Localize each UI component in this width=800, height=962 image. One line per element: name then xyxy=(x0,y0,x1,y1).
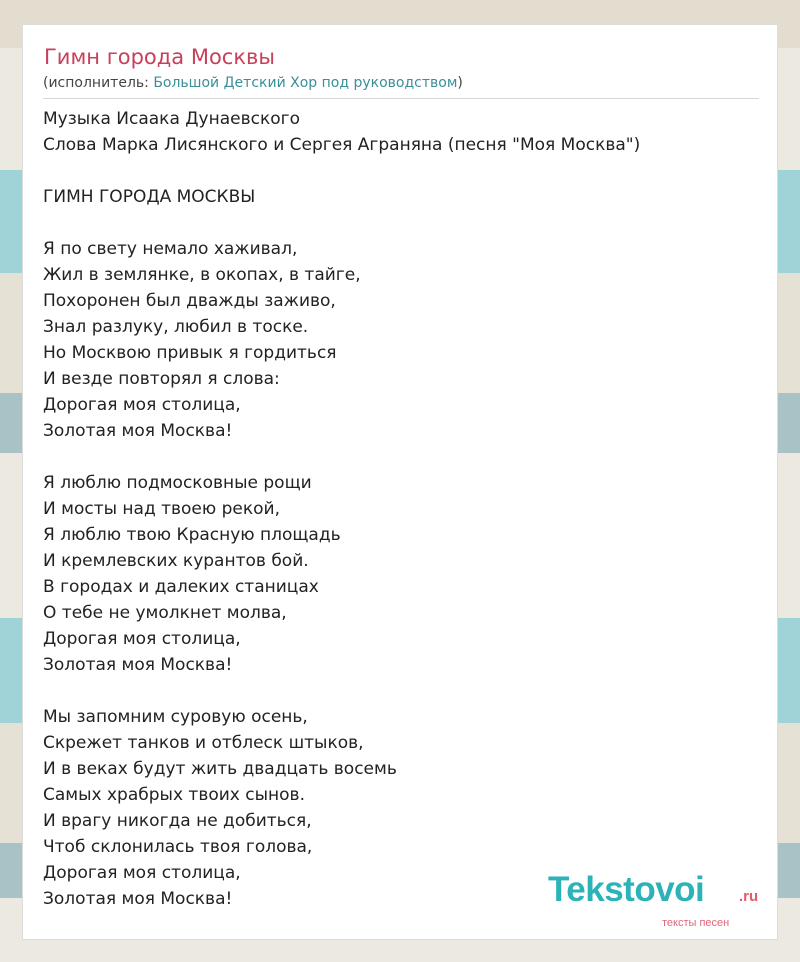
header-divider xyxy=(43,98,759,99)
lyrics-card xyxy=(22,24,778,940)
performer-line xyxy=(43,75,463,91)
performer-suffix: ) xyxy=(457,75,463,91)
watermark-brand: Tekstovoi xyxy=(548,870,705,909)
performer-link[interactable]: Большой Детский Хор под руководством xyxy=(153,75,458,91)
performer-prefix: (исполнитель: xyxy=(43,75,154,91)
song-title: Гимн города Москвы xyxy=(44,45,275,69)
watermark-domain: .ru xyxy=(739,888,759,905)
tekstovoi-watermark xyxy=(546,868,778,940)
watermark-tagline: тексты песен xyxy=(662,917,730,929)
lyrics-text: Музыка Исаака Дунаевского Слова Марка Лисянского и Сергея Агранянa (песня "Моя Москва") ГИМН ГОРОДА МОСКВЫ Я по свету немало хаживал, Жил в землянке, в окопах, в тайге, Похоронен был дважды заживо, Знал разлуку, любил в тоске. Но Москвою привык я гордиться И везде повторял я слова: Дорогая моя столица, Золотая моя Москва! Я люблю подмосковные рощи И мосты над твоею рекой, Я люблю твою Красную площадь И кремлевских курантов бой. В городах и далеких станицах О тебе не умолкнет молва, Дорогая моя столица, Золотая моя Москва! Мы запомним суровую осень, Скрежет танков и отблеск штыков, И в веках будут жить двадцать восемь Самых храбрых твоих сынов. И врагу никогда не добиться, Чтоб склонилась твоя голова, Дорогая моя столица, Золотая моя Москва! xyxy=(43,109,641,909)
